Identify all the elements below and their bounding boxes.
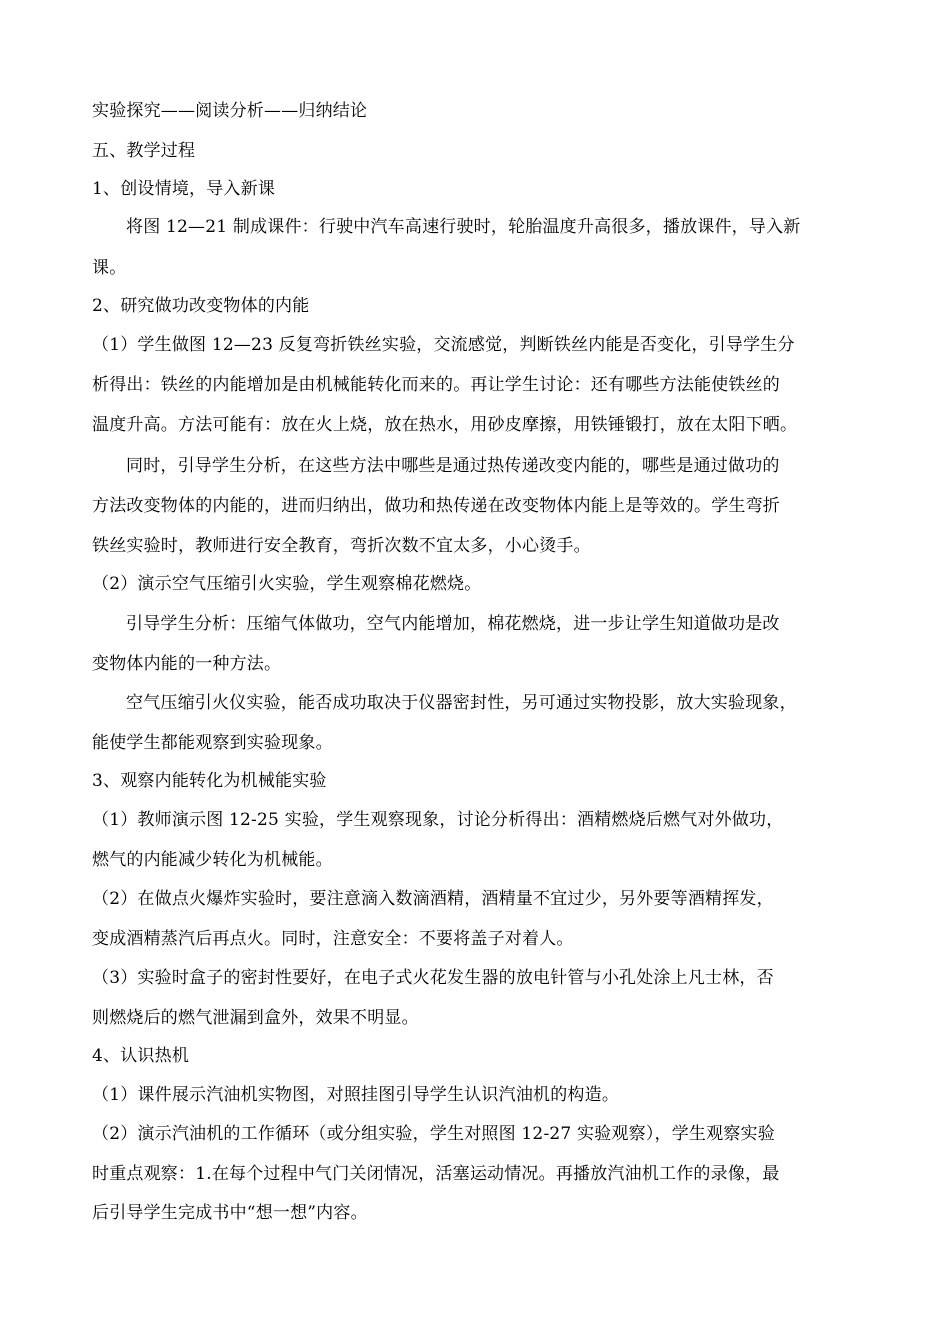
subheading-1: 1、创设情境，导入新课 — [92, 179, 276, 199]
paragraph-line: （2）演示汽油机的工作循环（或分组实验，学生对照图 12-27 实验观察），学生观察实验 — [92, 1124, 775, 1144]
paragraph-line: 析得出：铁丝的内能增加是由机械能转化而来的。再让学生讨论：还有哪些方法能使铁丝的 — [92, 375, 780, 395]
paragraph-line: 引导学生分析：压缩气体做功，空气内能增加，棉花燃烧，进一步让学生知道做功是改 — [126, 614, 780, 634]
paragraph-line: 时重点观察：1.在每个过程中气门关闭情况，活塞运动情况。再播放汽油机工作的录像，最 — [92, 1164, 780, 1184]
paragraph-line: 燃气的内能减少转化为机械能。 — [92, 850, 333, 870]
paragraph-line: 变物体内能的一种方法。 — [92, 654, 282, 674]
paragraph-line: 方法改变物体的内能的，进而归纳出，做功和热传递在改变物体内能上是等效的。学生弯折 — [92, 496, 780, 516]
method-line: 实验探究——阅读分析——归纳结论 — [92, 101, 368, 121]
paragraph-line: （1）教师演示图 12-25 实验，学生观察现象，讨论分析得出：酒精燃烧后燃气对外做功， — [92, 810, 784, 830]
paragraph-line: （3）实验时盒子的密封性要好，在电子式火花发生器的放电针管与小孔处涂上凡士林，否 — [92, 968, 774, 988]
subheading-3: 3、观察内能转化为机械能实验 — [92, 771, 327, 791]
subheading-4: 4、认识热机 — [92, 1046, 190, 1066]
paragraph-line: 同时，引导学生分析，在这些方法中哪些是通过热传递改变内能的，哪些是通过做功的 — [126, 456, 780, 476]
paragraph-line: 铁丝实验时，教师进行安全教育，弯折次数不宜太多，小心烫手。 — [92, 536, 591, 556]
subheading-2: 2、研究做功改变物体的内能 — [92, 296, 310, 316]
paragraph-line: （1）课件展示汽油机实物图，对照挂图引导学生认识汽油机的构造。 — [92, 1085, 620, 1105]
paragraph-line: 空气压缩引火仪实验，能否成功取决于仪器密封性，另可通过实物投影，放大实验现象， — [126, 693, 797, 713]
paragraph-line: 后引导学生完成书中“想一想”内容。 — [92, 1203, 368, 1223]
paragraph-line: 课。 — [92, 258, 127, 278]
paragraph-line: （2）演示空气压缩引火实验，学生观察棉花燃烧。 — [92, 574, 482, 594]
paragraph-line: 变成酒精蒸汽后再点火。同时，注意安全：不要将盖子对着人。 — [92, 929, 574, 949]
section-heading-teaching-process: 五、教学过程 — [92, 141, 196, 161]
paragraph-line: 能使学生都能观察到实验现象。 — [92, 733, 333, 753]
paragraph-line: 则燃烧后的燃气泄漏到盒外，效果不明显。 — [92, 1008, 419, 1028]
paragraph-line: （1）学生做图 12—23 反复弯折铁丝实验，交流感觉，判断铁丝内能是否变化，引导学生分 — [92, 335, 795, 355]
paragraph-line: 将图 12—21 制成课件：行驶中汽车高速行驶时，轮胎温度升高很多，播放课件，导入新 — [126, 217, 801, 237]
paragraph-line: （2）在做点火爆炸实验时，要注意滴入数滴酒精，酒精量不宜过少，另外要等酒精挥发， — [92, 889, 774, 909]
paragraph-line: 温度升高。方法可能有：放在火上烧，放在热水，用砂皮摩擦，用铁锤锻打，放在太阳下晒。 — [92, 415, 798, 435]
